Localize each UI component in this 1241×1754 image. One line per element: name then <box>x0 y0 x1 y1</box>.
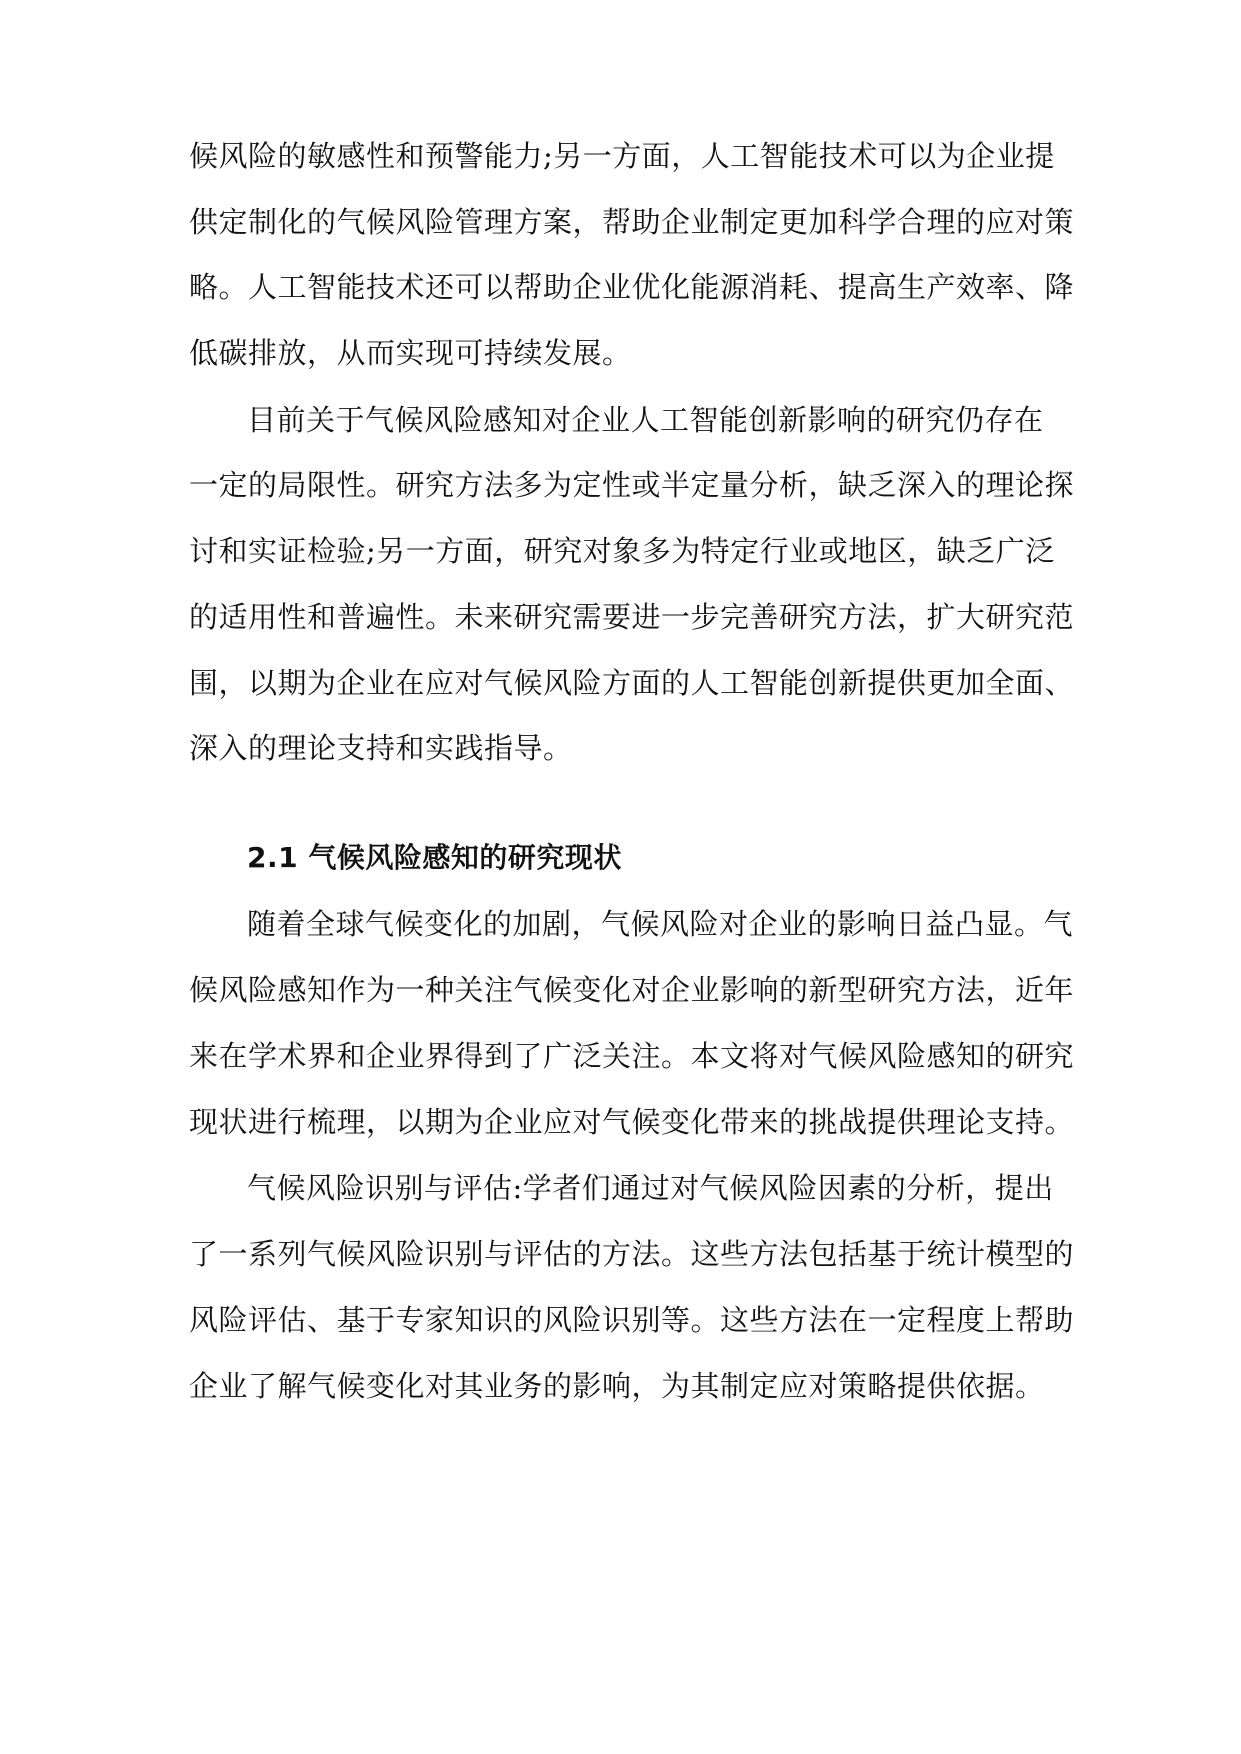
body-text-line: 的适用性和普遍性。未来研究需要进一步完善研究方法，扩大研究范 <box>189 600 1075 634</box>
body-text-line: 围，以期为企业在应对气候风险方面的人工智能创新提供更加全面、 <box>189 666 1075 700</box>
body-text-line: 来在学术界和企业界得到了广泛关注。本文将对气候风险感知的研究 <box>189 1039 1075 1073</box>
body-text-line: 供定制化的气候风险管理方案，帮助企业制定更加科学合理的应对策 <box>189 205 1075 239</box>
body-text-line: 一定的局限性。研究方法多为定性或半定量分析，缺乏深入的理论探 <box>189 468 1075 502</box>
body-text-line: 随着全球气候变化的加剧，气候风险对企业的影响日益凸显。气 <box>247 907 1074 941</box>
body-text-line: 目前关于气候风险感知对企业人工智能创新影响的研究仍存在 <box>247 403 1044 437</box>
body-text-line: 企业了解气候变化对其业务的影响，为其制定应对策略提供依据。 <box>189 1369 1045 1403</box>
body-text-line: 了一系列气候风险识别与评估的方法。这些方法包括基于统计模型的 <box>189 1237 1075 1271</box>
body-text-line: 深入的理论支持和实践指导。 <box>189 731 573 765</box>
body-text-line: 现状进行梳理，以期为企业应对气候变化带来的挑战提供理论支持。 <box>189 1105 1075 1139</box>
body-text-line: 讨和实证检验;另一方面，研究对象多为特定行业或地区，缺乏广泛 <box>189 534 1055 568</box>
body-text-line: 低碳排放，从而实现可持续发展。 <box>189 336 632 370</box>
body-text-line: 气候风险识别与评估:学者们通过对气候风险因素的分析，提出 <box>247 1171 1054 1205</box>
body-text-line: 候风险的敏感性和预警能力;另一方面，人工智能技术可以为企业提 <box>189 139 1055 173</box>
body-text-line: 风险评估、基于专家知识的风险识别等。这些方法在一定程度上帮助 <box>189 1303 1075 1337</box>
body-text-line: 候风险感知作为一种关注气候变化对企业影响的新型研究方法，近年 <box>189 973 1075 1007</box>
body-text-line: 略。人工智能技术还可以帮助企业优化能源消耗、提高生产效率、降 <box>189 270 1075 304</box>
section-heading: 2.1 气候风险感知的研究现状 <box>247 841 622 874</box>
